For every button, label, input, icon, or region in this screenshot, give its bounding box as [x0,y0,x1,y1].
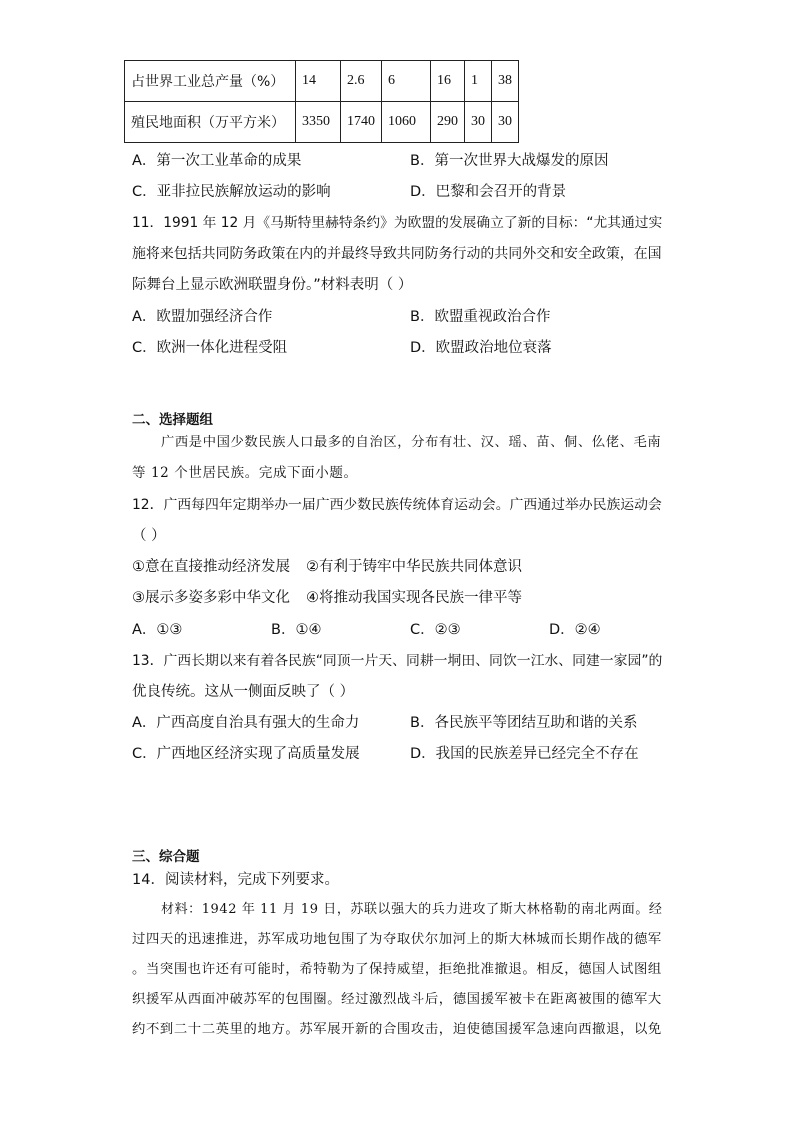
question-11-line: 施将来包括共同防务政策在内的并最终导致共同防务行动的共同外交和安全政策，在国 [132,246,662,262]
option-b[interactable]: B．欧盟重视政治合作 [410,309,551,325]
table-cell: 30 [492,102,519,143]
material-line: 过四天的迅速推进，苏军成功地包围了为夺取伏尔加河上的斯大林城而长期作战的德军 [132,932,662,947]
question-14-line: 14．阅读材料，完成下列要求。 [132,872,339,888]
table-cell: 290 [431,102,465,143]
option-b[interactable]: B．各民族平等团结互助和谐的关系 [410,715,638,731]
table-cell: 30 [465,102,492,143]
statement-4: ④将推动我国实现各民族一律平等 [306,590,522,606]
material-line: 材料：1942 年 11 月 19 日，苏联以强大的兵力进攻了斯大林格勒的南北两面。经 [161,902,663,917]
question-12-line: （ ） [132,528,166,544]
option-c[interactable]: C．欧洲一体化进程受阻 [132,340,288,356]
question-11-line: 11．1991 年 12 月《马斯特里赫特条约》为欧盟的发展确立了新的目标：“尤其通过实 [132,215,663,231]
section-intro-line: 广西是中国少数民族人口最多的自治区，分布有壮、汉、瑶、苗、侗、仫佬、毛南 [161,435,662,450]
question-12-line: 12．广西每四年定期举办一届广西少数民族传统体育运动会。广西通过举办民族运动会 [132,497,662,513]
option-a[interactable]: A．第一次工业革命的成果 [132,153,302,169]
table-row [125,102,519,143]
option-a[interactable]: A．广西高度自治具有强大的生命力 [132,715,360,731]
material-line: 。当突围也许还有可能时，希特勒为了保持威望，拒绝批准撤退。相反，德国人试图组 [132,962,662,977]
statistics-table [124,60,519,143]
table-cell: 1060 [382,102,431,143]
material-line: 织援军从西面冲破苏军的包围圈。经过激烈战斗后，德国援军被卡在距离被围的德军大 [132,992,662,1007]
material-line: 约不到二十二英里的地方。苏军展开新的合围攻击，迫使德国援军急速向西撤退，以免 [132,1022,662,1037]
table-cell: 14 [296,61,341,102]
option-c[interactable]: C．广西地区经济实现了高质量发展 [132,746,360,762]
option-c[interactable]: C．亚非拉民族解放运动的影响 [132,184,331,200]
question-11-line: 际舞台上显示欧洲联盟身份。”材料表明（ ） [132,277,413,293]
row-label: 殖民地面积（万平方米） [125,102,296,143]
option-a[interactable]: A．①③ [132,622,183,638]
table-cell: 6 [382,61,431,102]
question-13-line: 13．广西长期以来有着各民族“同顶一片天、同耕一垌田、同饮一江水、同建一家园”的 [132,653,663,669]
option-d[interactable]: D．我国的民族差异已经完全不存在 [410,746,639,762]
table-cell: 1 [465,61,492,102]
row-label: 占世界工业总产量（%） [125,61,296,102]
table-row [125,61,519,102]
table-cell: 1740 [341,102,382,143]
statement-3: ③展示多姿多彩中华文化 [132,590,290,606]
table-cell: 2.6 [341,61,382,102]
section-title: 二、选择题组 [132,412,213,428]
option-d[interactable]: D．欧盟政治地位衰落 [410,340,552,356]
option-a[interactable]: A．欧盟加强经济合作 [132,309,273,325]
section-title: 三、综合题 [132,849,200,865]
statement-1: ①意在直接推动经济发展 [132,559,290,575]
table-cell: 3350 [296,102,341,143]
table-cell: 16 [431,61,465,102]
option-b[interactable]: B．①④ [271,622,322,638]
option-d[interactable]: D．巴黎和会召开的背景 [410,184,567,200]
option-d[interactable]: D．②④ [549,622,601,638]
option-c[interactable]: C．②③ [410,622,461,638]
table-cell: 38 [492,61,519,102]
option-b[interactable]: B．第一次世界大战爆发的原因 [410,153,609,169]
statement-2: ②有利于铸牢中华民族共同体意识 [306,559,522,575]
section-intro-line: 等 12 个世居民族。完成下面小题。 [132,465,358,481]
question-13-line: 优良传统。这从一侧面反映了（ ） [132,684,355,700]
